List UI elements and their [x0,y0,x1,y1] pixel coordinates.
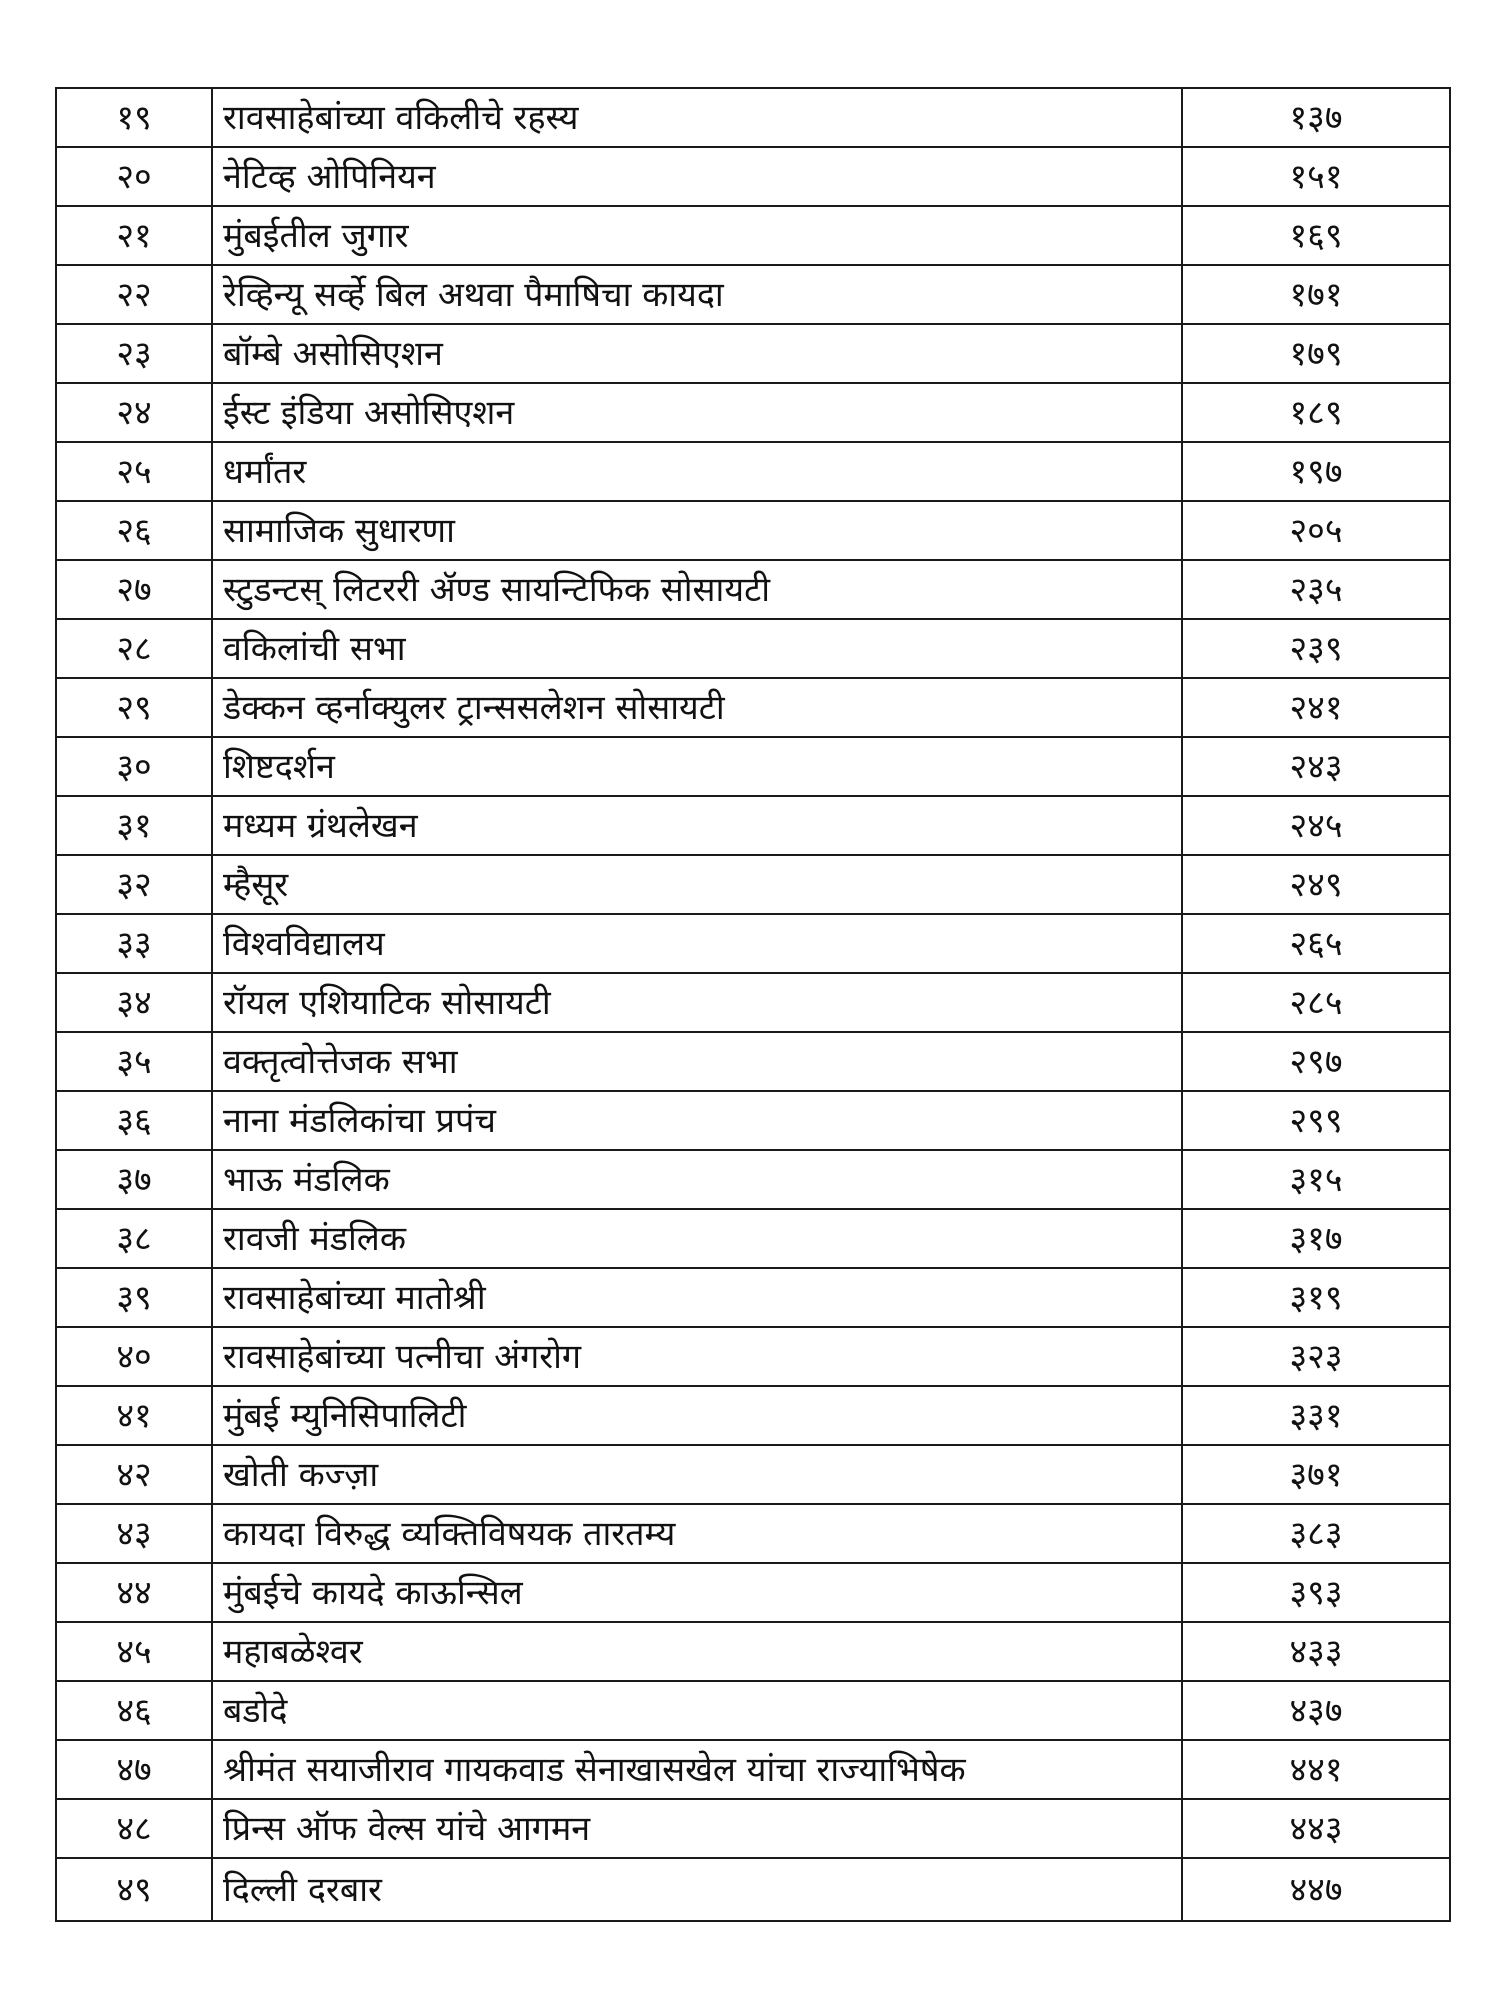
page-number: ४३३ [1182,1622,1450,1681]
chapter-number: ४२ [56,1445,212,1504]
chapter-number: २२ [56,265,212,324]
chapter-title: श्रीमंत सयाजीराव गायकवाड सेनाखासखेल यांचा राज्याभिषेक [212,1740,1182,1799]
table-row [56,678,1450,737]
table-row [56,855,1450,914]
table-row [56,88,1450,147]
chapter-number: ४७ [56,1740,212,1799]
page-number: ४३७ [1182,1681,1450,1740]
chapter-number: २३ [56,324,212,383]
chapter-number: ४३ [56,1504,212,1563]
chapter-number: ४९ [56,1858,212,1921]
chapter-number: ४० [56,1327,212,1386]
chapter-number: ४४ [56,1563,212,1622]
table-row [56,1091,1450,1150]
chapter-title: मुंबईतील जुगार [212,206,1182,265]
chapter-title: मुंबई म्युनिसिपालिटी [212,1386,1182,1445]
table-row [56,265,1450,324]
page-number: ३२३ [1182,1327,1450,1386]
chapter-title: धर्मांतर [212,442,1182,501]
page-number: ३३१ [1182,1386,1450,1445]
page-number: २४१ [1182,678,1450,737]
chapter-number: ३१ [56,796,212,855]
page-number: १३७ [1182,88,1450,147]
page-number: २९७ [1182,1032,1450,1091]
chapter-title: ईस्ट इंडिया असोसिएशन [212,383,1182,442]
chapter-title: नेटिव्ह ओपिनियन [212,147,1182,206]
chapter-title: रावजी मंडलिक [212,1209,1182,1268]
page-number: ४४३ [1182,1799,1450,1858]
table-row [56,206,1450,265]
chapter-title: बॉम्बे असोसिएशन [212,324,1182,383]
table-row [56,1386,1450,1445]
table-row [56,1268,1450,1327]
chapter-title: दिल्ली दरबार [212,1858,1182,1921]
page-number: २६५ [1182,914,1450,973]
chapter-number: ४१ [56,1386,212,1445]
chapter-number: ३२ [56,855,212,914]
page-number: २३५ [1182,560,1450,619]
chapter-number: २७ [56,560,212,619]
chapter-number: ३३ [56,914,212,973]
table-row [56,147,1450,206]
table-row [56,737,1450,796]
chapter-title: डेक्कन व्हर्नाक्युलर ट्रान्ससलेशन सोसायटी [212,678,1182,737]
page-number: २४५ [1182,796,1450,855]
chapter-number: ३७ [56,1150,212,1209]
chapter-title: महाबळेश्वर [212,1622,1182,1681]
table-row [56,1445,1450,1504]
chapter-number: ३८ [56,1209,212,1268]
chapter-title: भाऊ मंडलिक [212,1150,1182,1209]
chapter-title: वक्तृत्वोत्तेजक सभा [212,1032,1182,1091]
table-row [56,1209,1450,1268]
table-row [56,1327,1450,1386]
page-number: २३९ [1182,619,1450,678]
page-number: ३८३ [1182,1504,1450,1563]
chapter-number: ३५ [56,1032,212,1091]
table-row [56,619,1450,678]
table-row [56,914,1450,973]
page-number: ४४७ [1182,1858,1450,1921]
table-row [56,324,1450,383]
chapter-number: २१ [56,206,212,265]
table-row [56,501,1450,560]
chapter-number: ३४ [56,973,212,1032]
chapter-number: ३६ [56,1091,212,1150]
chapter-title: प्रिन्स ऑफ वेल्स यांचे आगमन [212,1799,1182,1858]
table-row [56,1563,1450,1622]
contents-table [55,87,1451,1922]
chapter-title: सामाजिक सुधारणा [212,501,1182,560]
chapter-number: १९ [56,88,212,147]
page-number: ३१५ [1182,1150,1450,1209]
table-row [56,383,1450,442]
table-row [56,973,1450,1032]
table-row [56,796,1450,855]
chapter-number: ३९ [56,1268,212,1327]
chapter-title: वकिलांची सभा [212,619,1182,678]
page-number: ३९३ [1182,1563,1450,1622]
chapter-title: रावसाहेबांच्या पत्नीचा अंगरोग [212,1327,1182,1386]
page-number: २८५ [1182,973,1450,1032]
page-number: १६९ [1182,206,1450,265]
page-number: ४४१ [1182,1740,1450,1799]
page-number: २४९ [1182,855,1450,914]
page-number: ३७१ [1182,1445,1450,1504]
chapter-number: ३० [56,737,212,796]
page-number: २०५ [1182,501,1450,560]
chapter-title: नाना मंडलिकांचा प्रपंच [212,1091,1182,1150]
page-number: १७१ [1182,265,1450,324]
chapter-title: कायदा विरुद्ध व्यक्तिविषयक तारतम्य [212,1504,1182,1563]
table-row [56,560,1450,619]
chapter-number: २९ [56,678,212,737]
page-number: १७९ [1182,324,1450,383]
page-number: १९७ [1182,442,1450,501]
page-number: १८९ [1182,383,1450,442]
chapter-title: मध्यम ग्रंथलेखन [212,796,1182,855]
chapter-number: २४ [56,383,212,442]
page-number: ३१९ [1182,1268,1450,1327]
table-row [56,1504,1450,1563]
page-number: १५१ [1182,147,1450,206]
chapter-title: स्टुडन्टस् लिटररी ॲण्ड सायन्टिफिक सोसायटी [212,560,1182,619]
chapter-number: २६ [56,501,212,560]
table-row [56,1150,1450,1209]
table-row [56,1799,1450,1858]
page-number: २४३ [1182,737,1450,796]
table-row [56,1681,1450,1740]
table-row [56,442,1450,501]
table-row [56,1622,1450,1681]
contents-table-body [56,88,1450,1921]
chapter-number: ४६ [56,1681,212,1740]
chapter-title: रावसाहेबांच्या वकिलीचे रहस्य [212,88,1182,147]
chapter-title: मुंबईचे कायदे काऊन्सिल [212,1563,1182,1622]
chapter-number: २८ [56,619,212,678]
chapter-title: विश्वविद्यालय [212,914,1182,973]
chapter-title: खोती कज्ज़ा [212,1445,1182,1504]
table-row [56,1740,1450,1799]
chapter-number: २० [56,147,212,206]
chapter-title: बडोदे [212,1681,1182,1740]
chapter-title: रॉयल एशियाटिक सोसायटी [212,973,1182,1032]
table-row [56,1032,1450,1091]
chapter-number: २५ [56,442,212,501]
chapter-title: रेव्हिन्यू सर्व्हे बिल अथवा पैमाषिचा कायदा [212,265,1182,324]
page-number: ३१७ [1182,1209,1450,1268]
chapter-number: ४५ [56,1622,212,1681]
table-row [56,1858,1450,1921]
page-number: २९९ [1182,1091,1450,1150]
chapter-number: ४८ [56,1799,212,1858]
chapter-title: शिष्टदर्शन [212,737,1182,796]
chapter-title: रावसाहेबांच्या मातोश्री [212,1268,1182,1327]
chapter-title: म्हैसूर [212,855,1182,914]
